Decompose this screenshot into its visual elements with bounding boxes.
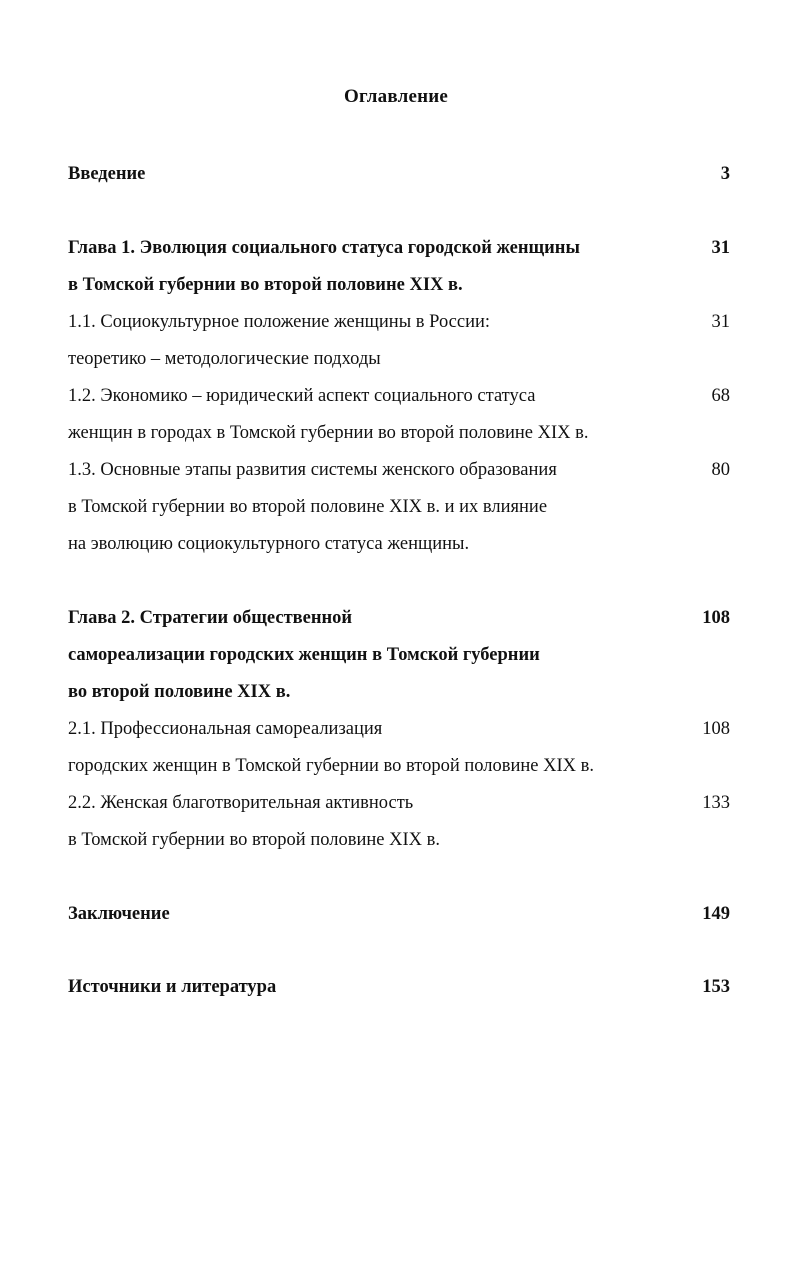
toc-chapter1-title-line2: в Томской губернии во второй половине XIX в. [68, 275, 463, 295]
toc-chapter1-title-line1: Глава 1. Эволюция социального статуса городской женщины [68, 238, 580, 258]
toc-section-1-1-line2: теоретико – методологические подходы [68, 349, 381, 369]
toc-section-1-3-line1: 1.3. Основные этапы развития системы женского образования [68, 460, 557, 480]
toc-chapter2-title-line3: во второй половине XIX в. [68, 682, 291, 702]
toc-page-sources: 153 [702, 977, 730, 997]
toc-page-conclusion: 149 [702, 904, 730, 924]
toc-section-1-3-line2: в Томской губернии во второй половине XIX в. и их влияние [68, 497, 548, 517]
toc-section-1-1-line1: 1.1. Социокультурное положение женщины в России: [68, 312, 491, 332]
toc-section-1-2-page: 68 [711, 386, 730, 406]
toc-title: Оглавление [343, 86, 449, 107]
toc-section-1-2-line1: 1.2. Экономико – юридический аспект социального статуса [68, 386, 536, 406]
toc-entry-conclusion: Заключение [68, 904, 170, 924]
toc-chapter1-page: 31 [711, 238, 730, 258]
toc-entry-sources: Источники и литература [68, 977, 277, 997]
toc-chapter2-title-line2: самореализации городских женщин в Томской губернии [68, 645, 540, 665]
toc-entry-intro: Введение [68, 164, 146, 184]
toc-chapter2-page: 108 [702, 608, 730, 628]
toc-section-2-2-page: 133 [702, 793, 730, 813]
toc-section-2-1-line2: городских женщин в Томской губернии во второй половине XIX в. [68, 756, 595, 776]
toc-section-1-3-page: 80 [711, 460, 730, 480]
toc-page-intro: 3 [720, 164, 730, 184]
toc-section-1-1-page: 31 [711, 312, 730, 332]
toc-chapter2-title-line1: Глава 2. Стратегии общественной [68, 608, 353, 628]
toc-section-2-1-line1: 2.1. Профессиональная самореализация [68, 719, 383, 739]
toc-section-2-2-line1: 2.2. Женская благотворительная активность [68, 793, 414, 813]
toc-section-1-2-line2: женщин в городах в Томской губернии во второй половине XIX в. [68, 423, 589, 443]
toc-section-2-2-line2: в Томской губернии во второй половине XIX в. [68, 830, 440, 850]
toc-section-2-1-page: 108 [702, 719, 730, 739]
toc-section-1-3-line3: на эволюцию социокультурного статуса женщины. [68, 534, 470, 554]
